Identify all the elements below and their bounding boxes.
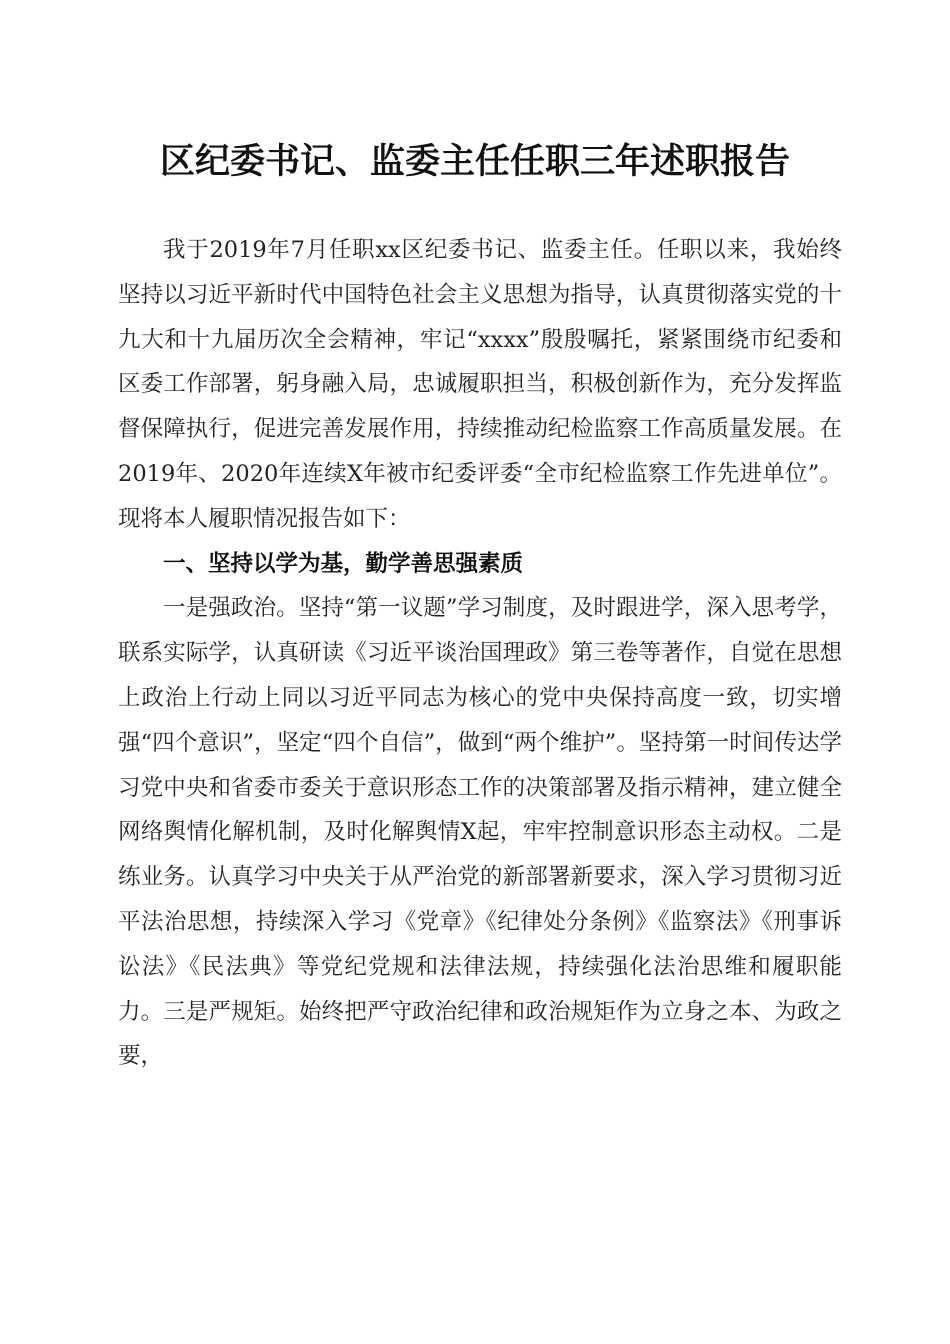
section-1-paragraph: 一是强政治。坚持“第一议题”学习制度，及时跟进学，深入思考学，联系实际学，认真研读《习近平谈治国理政》第三卷等著作，自觉在思想上政治上行动上同以习近平同志为核心的党中央保持高度一致，切实增强“四个意识”，坚定“四个自信”，做到“两个维护”。坚持第一时间传达学习党中央和省委市委关于意识形态工作的决策部署及指示精神，建立健全网络舆情化解机制，及时化解舆情X起，牢牢控制意识形态主动权。二是练业务。认真学习中央关于从严治党的新部署新要求，深入学习贯彻习近平法治思想，持续深入学习《党章》《纪律处分条例》《监察法》《刑事诉讼法》《民法典》等党纪党规和法律法规，持续强化法治思维和履职能力。三是严规矩。始终把严守政治纪律和政治规矩作为立身之本、为政之要， (118, 595, 842, 1070)
document-body (118, 228, 842, 1079)
document-title: 区纪委书记、监委主任任职三年述职报告 (159, 141, 790, 182)
section-heading-1: 一、坚持以学为基，勤学善思强素质 (163, 550, 524, 577)
intro-paragraph: 我于2019年7月任职xx区纪委书记、监委主任。任职以来，我始终坚持以习近平新时代中国特色社会主义思想为指导，认真贯彻落实党的十九大和十九届历次全会精神，牢记“xxxx”殷殷嘱托，紧紧围绕市纪委和区委工作部署，躬身融入局，忠诚履职担当，积极创新作为，充分发挥监督保障执行，促进完善发展作用，持续推动纪检监察工作高质量发展。在2019年、2020年连续X年被市纪委评委“全市纪检监察工作先进单位”。现将本人履职情况报告如下： (118, 237, 842, 532)
